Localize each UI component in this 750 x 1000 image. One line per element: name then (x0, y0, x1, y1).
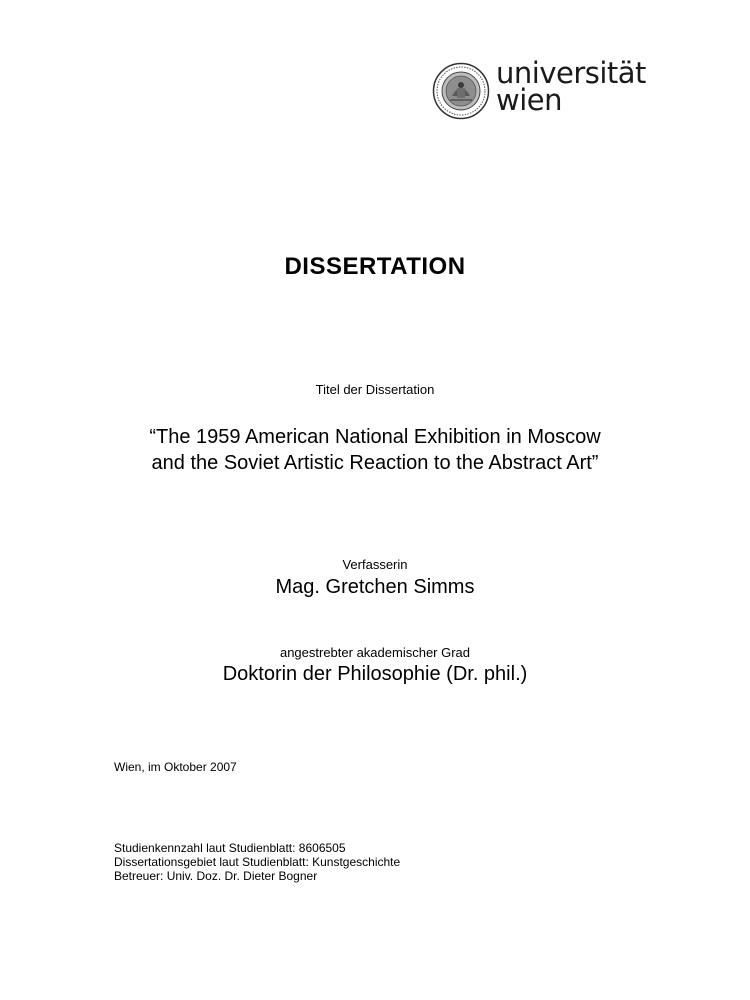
place-date: Wien, im Oktober 2007 (114, 760, 237, 774)
title-line-1: “The 1959 American National Exhibition in Moscow (149, 426, 601, 448)
degree-label: angestrebter akademischer Grad (279, 645, 471, 660)
title-label: Titel der Dissertation (315, 382, 435, 397)
study-metadata (114, 841, 400, 883)
supervisor-line: Betreuer: Univ. Doz. Dr. Dieter Bogner (114, 869, 318, 883)
author-label: Verfasserin (342, 557, 408, 572)
title-line-2: and the Soviet Artistic Reaction to the Abstract Art” (151, 452, 599, 474)
study-code-line: Studienkennzahl laut Studienblatt: 8606505 (114, 841, 346, 855)
logo-line-1: universität (496, 56, 646, 90)
degree-name: Doktorin der Philosophie (Dr. phil.) (222, 663, 528, 685)
author-name: Mag. Gretchen Simms (275, 576, 475, 598)
study-field-line: Dissertationsgebiet laut Studienblatt: Kunstgeschichte (114, 855, 401, 869)
logo-line-2: wien (496, 83, 562, 117)
dissertation-title (0, 424, 750, 476)
university-logo (432, 56, 646, 124)
logo-wordmark (496, 56, 646, 117)
document-type-heading: DISSERTATION (284, 253, 466, 280)
university-seal-icon (432, 62, 490, 120)
